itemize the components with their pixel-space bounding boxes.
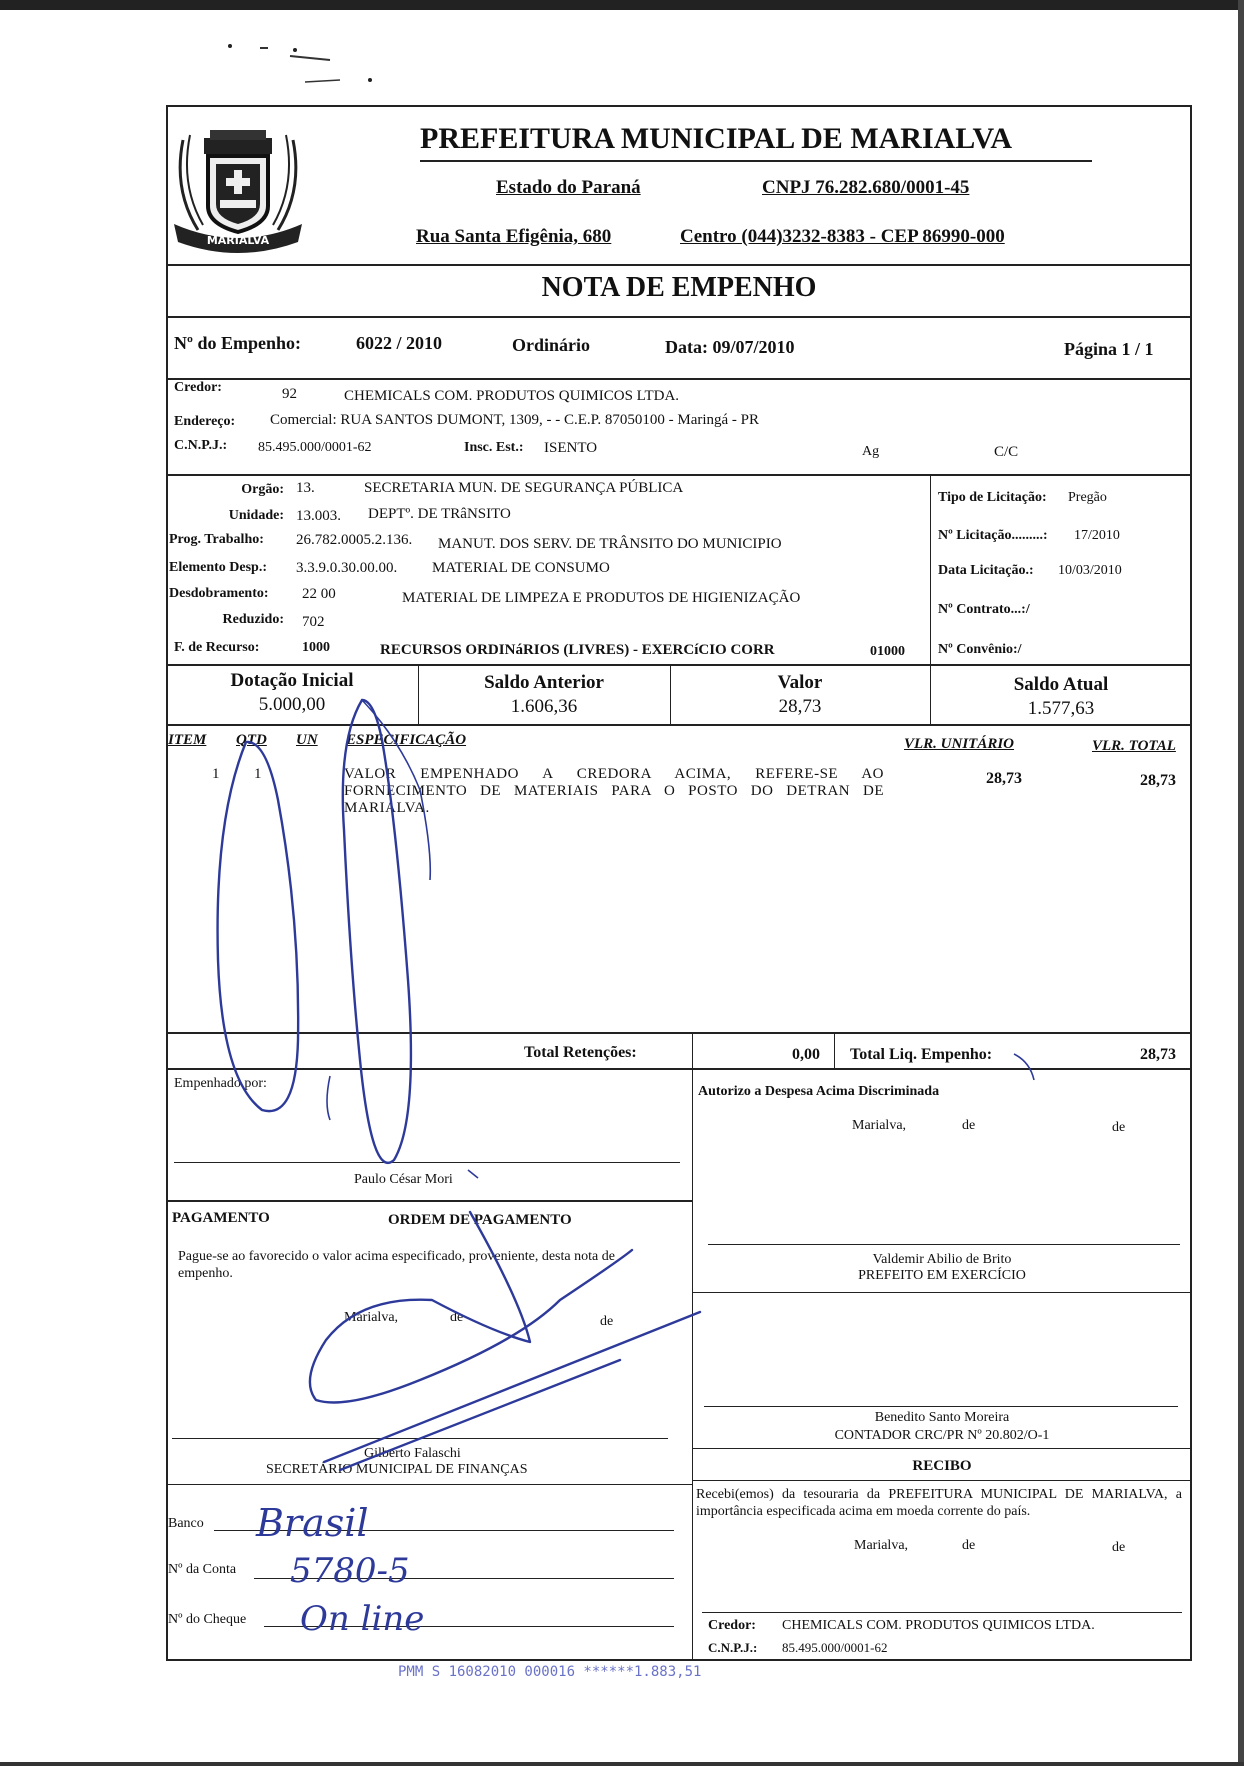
recibo-cnpj-label: C.N.P.J.: <box>708 1640 758 1655</box>
recibo-text: Recebi(emos) da tesouraria da PREFEITURA MUNICIPAL DE MARIALVA, a importância especificada acima em moeda corrente do país. <box>696 1487 1182 1519</box>
header-cnpj: CNPJ 76.282.680/0001-45 <box>762 177 970 198</box>
elemento-label: Elemento Desp.: <box>169 560 267 575</box>
recibo-de2: de <box>1112 1540 1126 1555</box>
recibo-cnpj: 85.495.000/0001-62 <box>782 1640 888 1655</box>
col-unitario-header: VLR. UNITÁRIO <box>904 736 1015 752</box>
credor-name: CHEMICALS COM. PRODUTOS QUIMICOS LTDA. <box>344 388 680 404</box>
prog-name: MANUT. DOS SERV. DE TRÂNSITO DO MUNICIPIO <box>438 536 782 552</box>
autorizo-de2: de <box>1112 1120 1126 1135</box>
insc-value: ISENTO <box>544 440 598 456</box>
svg-text:5780-5: 5780-5 <box>290 1551 410 1591</box>
item-qtd: 1 <box>254 766 262 782</box>
cc-label: C/C <box>994 444 1019 460</box>
pagamento-label: PAGAMENTO <box>172 1210 270 1226</box>
endereco-value: Comercial: RUA SANTOS DUMONT, 1309, - - C.E.P. 87050100 - Maringá - PR <box>270 412 760 428</box>
item-total: 28,73 <box>1140 772 1176 789</box>
recibo-credor-label: Credor: <box>708 1618 756 1633</box>
orgao-name: SECRETARIA MUN. DE SEGURANÇA PÚBLICA <box>364 480 684 496</box>
empenho-number-label: Nº do Empenho: <box>174 333 301 353</box>
recurso-ref: 01000 <box>870 644 905 659</box>
prog-label: Prog. Trabalho: <box>169 532 264 547</box>
reduzido-label: Reduzido: <box>222 612 284 627</box>
item-number: 1 <box>212 766 220 782</box>
credor-cnpj: 85.495.000/0001-62 <box>258 440 372 455</box>
cheque-label: Nº do Cheque <box>168 1612 247 1627</box>
elemento-name: MATERIAL DE CONSUMO <box>432 560 610 576</box>
saldo-anterior-value: 1.606,36 <box>510 696 578 717</box>
prefeito-role: PREFEITO EM EXERCÍCIO <box>858 1268 1026 1283</box>
empenhado-label: Empenhado por: <box>174 1076 267 1091</box>
conta-label: Nº da Conta <box>168 1562 237 1577</box>
retencoes-label: Total Retenções: <box>524 1044 637 1061</box>
col-especificacao-header: ESPECIFICAÇÃO <box>346 732 467 748</box>
orgao-code: 13. <box>296 480 315 496</box>
reduzido-value: 702 <box>302 614 325 630</box>
svg-text:On line: On line <box>300 1599 425 1639</box>
endereco-label: Endereço: <box>174 414 236 429</box>
empenho-date: Data: 09/07/2010 <box>665 337 795 357</box>
dotacao-value: 5.000,00 <box>258 694 326 715</box>
recurso-code: 1000 <box>302 640 330 655</box>
liquido-label: Total Liq. Empenho: <box>850 1046 993 1063</box>
ordem-pagamento-signature <box>310 1212 700 1470</box>
convenio: Nº Convênio:/ <box>938 642 1022 657</box>
liquido-value: 28,73 <box>1140 1046 1176 1063</box>
empenho-type: Ordinário <box>512 335 591 355</box>
pagamento-de1: de <box>450 1310 464 1325</box>
credor-code: 92 <box>282 386 297 402</box>
recibo-title: RECIBO <box>912 1458 972 1474</box>
desdobramento-code: 22 00 <box>302 586 336 602</box>
valor-label: Valor <box>777 672 823 693</box>
elemento-code: 3.3.9.0.30.00.00. <box>296 560 398 576</box>
prog-code: 26.782.0005.2.136. <box>296 532 413 548</box>
ag-label: Ag <box>862 444 880 459</box>
prefeito-name: Valdemir Abilio de Brito <box>872 1252 1012 1267</box>
licitacao-data: 10/03/2010 <box>1058 563 1122 578</box>
ordem-pagamento: ORDEM DE PAGAMENTO <box>388 1212 572 1228</box>
header-title: PREFEITURA MUNICIPAL DE MARIALVA <box>420 122 1013 155</box>
header-street: Rua Santa Efigênia, 680 <box>416 226 612 247</box>
unidade-code: 13.003. <box>296 508 341 524</box>
col-total-header: VLR. TOTAL <box>1092 738 1176 754</box>
orgao-label: Orgão: <box>241 482 284 497</box>
pagamento-place: Marialva, <box>344 1310 399 1325</box>
pagamento-de2: de <box>600 1314 614 1329</box>
empenhado-name: Paulo César Mori <box>354 1172 453 1187</box>
autorizo-place: Marialva, <box>852 1118 907 1133</box>
recibo-de1: de <box>962 1538 976 1553</box>
banco-label: Banco <box>168 1516 204 1531</box>
doc-title: NOTA DE EMPENHO <box>541 272 817 303</box>
retencoes-value: 0,00 <box>792 1046 820 1063</box>
contador-name: Benedito Santo Moreira <box>874 1410 1010 1425</box>
saldo-anterior-label: Saldo Anterior <box>484 672 604 693</box>
credor-cnpj-label: C.N.P.J.: <box>174 438 228 453</box>
recibo-credor: CHEMICALS COM. PRODUTOS QUIMICOS LTDA. <box>782 1618 1095 1633</box>
empenho-page: Página 1 / 1 <box>1064 339 1154 359</box>
recurso-label: F. de Recurso: <box>174 640 260 655</box>
autorizo-de1: de <box>962 1118 976 1133</box>
desdobramento-name: MATERIAL DE LIMPEZA E PRODUTOS DE HIGIENIZAÇÃO <box>402 590 801 606</box>
recibo-place: Marialva, <box>854 1538 909 1553</box>
contrato: Nº Contrato...:/ <box>938 602 1030 617</box>
col-qtd-header: QTD <box>236 732 267 748</box>
svg-text:Brasil: Brasil <box>256 1501 369 1545</box>
licitacao-data-label: Data Licitação.: <box>938 563 1034 578</box>
contador-role: CONTADOR CRC/PR Nº 20.802/O-1 <box>834 1428 1050 1443</box>
valor-value: 28,73 <box>778 696 822 717</box>
col-item-header: ITEM <box>168 732 207 748</box>
recurso-name: RECURSOS ORDINáRIOS (LIVRES) - EXERCíCIO CORR <box>380 642 775 658</box>
crest-banner-text: MARIALVA <box>206 234 270 247</box>
licitacao-numero: 17/2010 <box>1074 528 1120 543</box>
licitacao-tipo: Pregão <box>1068 490 1107 505</box>
header-contact: Centro (044)3232-8383 - CEP 86990-000 <box>680 226 1005 247</box>
empenhado-signature-loops <box>218 700 1034 1178</box>
desdobramento-label: Desdobramento: <box>169 586 269 601</box>
empenho-number: 6022 / 2010 <box>356 333 443 353</box>
financas-name: Gilberto Falaschi <box>364 1446 461 1461</box>
saldo-atual-label: Saldo Atual <box>1013 674 1109 695</box>
unidade-name: DEPTº. DE TRâNSITO <box>368 506 511 522</box>
dotacao-label: Dotação Inicial <box>230 670 354 691</box>
pagamento-text: Pague-se ao favorecido o valor acima especificado, proveniente, desta nota de empenho. <box>178 1249 615 1281</box>
unidade-label: Unidade: <box>228 508 284 523</box>
financas-role: SECRETÁRIO MUNICIPAL DE FINANÇAS <box>266 1462 528 1477</box>
bank-processing-stamp: PMM S 16082010 000016 ******1.883,51 <box>398 1664 702 1680</box>
item-especificacao: VALOR EMPENHADO A CREDORA ACIMA, REFERE-SE AO FORNECIMENTO DE MATERIAIS PARA O POSTO DO DETRAN DE MARIALVA. <box>344 766 884 816</box>
autorizo-title: Autorizo a Despesa Acima Discriminada <box>698 1084 940 1099</box>
licitacao-numero-label: Nº Licitação.........: <box>938 528 1048 543</box>
col-un-header: UN <box>296 732 318 748</box>
bank-handwriting <box>255 1501 424 1639</box>
saldo-atual-value: 1.577,63 <box>1027 698 1095 719</box>
insc-label: Insc. Est.: <box>464 440 524 455</box>
credor-label: Credor: <box>174 380 222 395</box>
item-unitario: 28,73 <box>986 770 1022 787</box>
licitacao-tipo-label: Tipo de Licitação: <box>938 490 1047 505</box>
header-state: Estado do Paraná <box>496 177 641 198</box>
